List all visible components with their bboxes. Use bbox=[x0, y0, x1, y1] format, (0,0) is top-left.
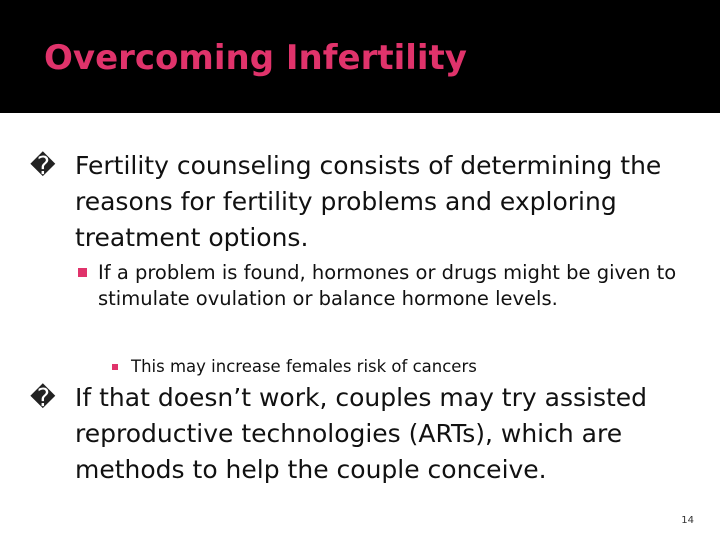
missing-glyph-bullet-icon: � bbox=[30, 383, 56, 412]
bullet-text: This may increase females risk of cancers bbox=[131, 357, 477, 376]
bullet-level3-cancer-risk bbox=[112, 356, 632, 378]
bullet-level1-arts bbox=[30, 380, 680, 488]
bullet-text: If that doesn’t work, couples may try assisted reproductive technologies (ARTs), which are methods to help the couple conceive. bbox=[75, 383, 648, 484]
bullet-text: Fertility counseling consists of determining the reasons for fertility problems and exploring treatment options. bbox=[75, 151, 662, 252]
page-number: 14 bbox=[681, 515, 694, 526]
bullet-text: If a problem is found, hormones or drugs might be given to stimulate ovulation or balance hormone levels. bbox=[98, 261, 677, 310]
slide-title: Overcoming Infertility bbox=[44, 38, 467, 78]
small-square-bullet-icon bbox=[112, 364, 118, 370]
bullet-level2-hormones bbox=[78, 260, 678, 312]
missing-glyph-bullet-icon: � bbox=[30, 151, 56, 180]
square-bullet-icon bbox=[78, 268, 87, 277]
bullet-level1-counseling bbox=[30, 148, 680, 256]
